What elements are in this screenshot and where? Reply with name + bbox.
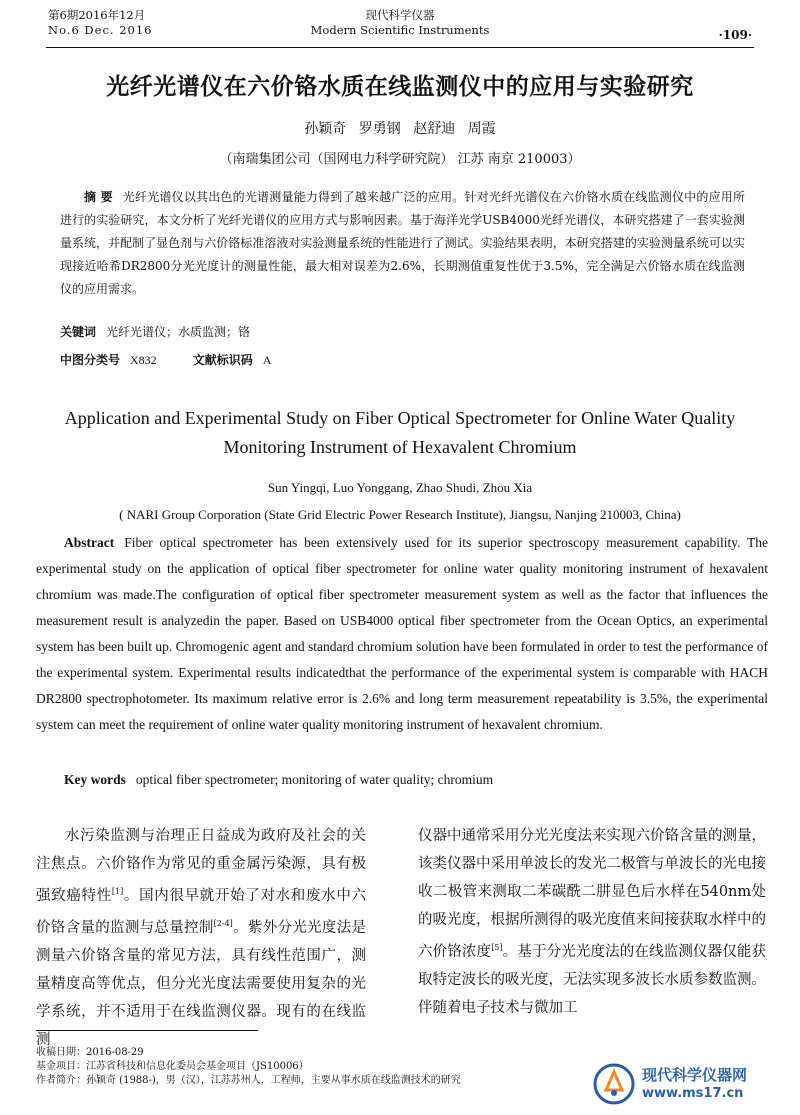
citation[interactable]: [1]: [111, 887, 124, 896]
footnote-received: 收稿日期：2016-08-29: [36, 1047, 144, 1058]
body-column-left: [36, 822, 366, 1054]
keywords-en-label: Key words: [64, 772, 126, 787]
abstract-en: [36, 530, 768, 738]
watermark-url: www.ms17.cn: [642, 1086, 744, 1101]
keywords-en-text: optical fiber spectrometer; monitoring of water quality; chromium: [135, 772, 494, 787]
abstract-en-label: Abstract: [64, 535, 115, 550]
keywords-cn-text: 光纤光谱仪；水质监测；铬: [106, 325, 251, 339]
journal-en: Modern Scientific Instruments: [310, 23, 490, 37]
issue-en: No.6 Dec. 2016: [48, 23, 153, 37]
clc-value: X832: [130, 353, 157, 367]
watermark-logo-icon: [592, 1062, 636, 1106]
header-rule: [46, 47, 754, 48]
keywords-cn: [60, 323, 250, 340]
doc-code-label: 文献标识码: [192, 353, 253, 367]
issue-cn: 第6期2016年12月: [48, 8, 146, 22]
journal-name: [0, 8, 800, 38]
abstract-cn-label: 摘 要: [84, 190, 113, 204]
citation[interactable]: [5]: [491, 943, 503, 952]
body-text: 水污染监测与治理正日益成为政府及社会的关注焦点。六价铬作为常见的重金属污染源，具有极强致癌特性: [36, 828, 366, 904]
authors-en: Sun Yingqi, Luo Yonggang, Zhao Shudi, Zhou Xia: [267, 480, 533, 495]
keywords-en: [64, 772, 493, 788]
body-text: 。紫外分光光度法是测量六价铬含量的常见方法，具有线性范围广，测量精度高等优点，但分光光度法需要使用复杂的光学系统，并不适用于在线监测仪器。现有的在线监测: [36, 919, 367, 1048]
abstract-cn: [60, 186, 745, 301]
site-watermark: [592, 1062, 782, 1108]
classification-cn: [60, 351, 271, 368]
abstract-cn-text: 光纤光谱仪以其出色的光谱测量能力得到了越来越广泛的应用。针对光纤光谱仪在六价铬水质在线监测仪中的应用所进行的实验研究，本文分析了光纤光谱仪的应用方式与影响因素。基于海洋光学USB4000光纤光谱仪，本研究搭建了一套实验测量系统，并配制了显色剂与六价铬标准溶液对实验测量系统的性能进行了测试。实验结果表明，本研究搭建的实验测量系统可以实现接近哈希DR2800分光光度计的测量性能，最大相对误差为2.6%，长期测值重复性优于3.5%，完全满足六价铬水质在线监测仪的应用需求。: [60, 190, 745, 296]
keywords-cn-label: 关键词: [60, 325, 97, 339]
doc-code-value: A: [262, 353, 272, 367]
watermark-name: 现代科学仪器网: [642, 1066, 748, 1084]
clc-label: 中图分类号: [60, 353, 121, 367]
footnote-rule: [36, 1030, 258, 1031]
affiliation-en: ( NARI Group Corporation (State Grid Electric Power Research Institute), Jiangsu, Nanjing 210003, China): [119, 507, 681, 522]
abstract-en-text: Fiber optical spectrometer has been extensively used for its superior spectroscopy measurement capability. The experimental study on the application of optical fiber spectrometer for online water quality monitoring instrument of hexavalent chromium was made.The configuration of optical fiber spectrometer measurement system as well as the factor that influences the measurement result is analyzedin the paper. Based on USB4000 optical fiber spectrometer from the Ocean Optics, an experimental system has been built up. Chromogenic agent and standard chromium solution have been formulated in order to test the performance of the experimental system. Experimental results indicatedthat the performance of the experimental system is comparable with HACH DR2800 spectrophotometer. Its maximum relative error is 2.6% and long term measurement repeatability is 3.5%, the experimental system can meet the requirement of online water quality monitoring instrument of hexavalent chromium.: [36, 535, 768, 732]
page-number: ·109·: [718, 28, 752, 42]
footnote-fund: 基金项目：江苏省科技和信息化委员会基金项目（JS10006）: [36, 1061, 309, 1072]
body-text: 。基于分光光度法的在线监测仪器仅能获取特定波长的吸光度，无法实现多波长水质参数监测。伴随着电子技术与微加工: [418, 943, 766, 1016]
body-column-right: [418, 822, 766, 1022]
body-text: 。国内很早就开始了对水和废水中六价铬含量的监测与总量控制: [36, 887, 367, 936]
title-cn: 光纤光谱仪在六价铬水质在线监测仪中的应用与实验研究: [106, 73, 694, 100]
footnote-author: 作者简介：孙颖奇 (1988-)，男（汉），江苏苏州人，工程师，主要从事水质在线监测技术的研究: [36, 1075, 461, 1086]
citation[interactable]: [2-4]: [213, 918, 233, 928]
journal-cn: 现代科学仪器: [365, 8, 435, 22]
title-en: Application and Experimental Study on Fiber Optical Spectrometer for Online Water Quality Monitoring Instrument of Hexavalent Chromium: [64, 408, 736, 457]
body-text: 仪器中通常采用分光光度法来实现六价铬含量的测量，该类仪器中采用单波长的发光二极管与单波长的光电接收二极管来测取二苯碳酰二肼显色后水样在540nm处的吸光度，根据所测得的吸光度值来间接获取水样中的六价铬浓度: [418, 828, 766, 960]
affiliation-cn: （南瑞集团公司（国网电力科学研究院） 江苏 南京 210003）: [219, 152, 581, 167]
authors-cn: 孙颖奇 罗勇钢 赵舒迪 周霞: [304, 121, 496, 137]
